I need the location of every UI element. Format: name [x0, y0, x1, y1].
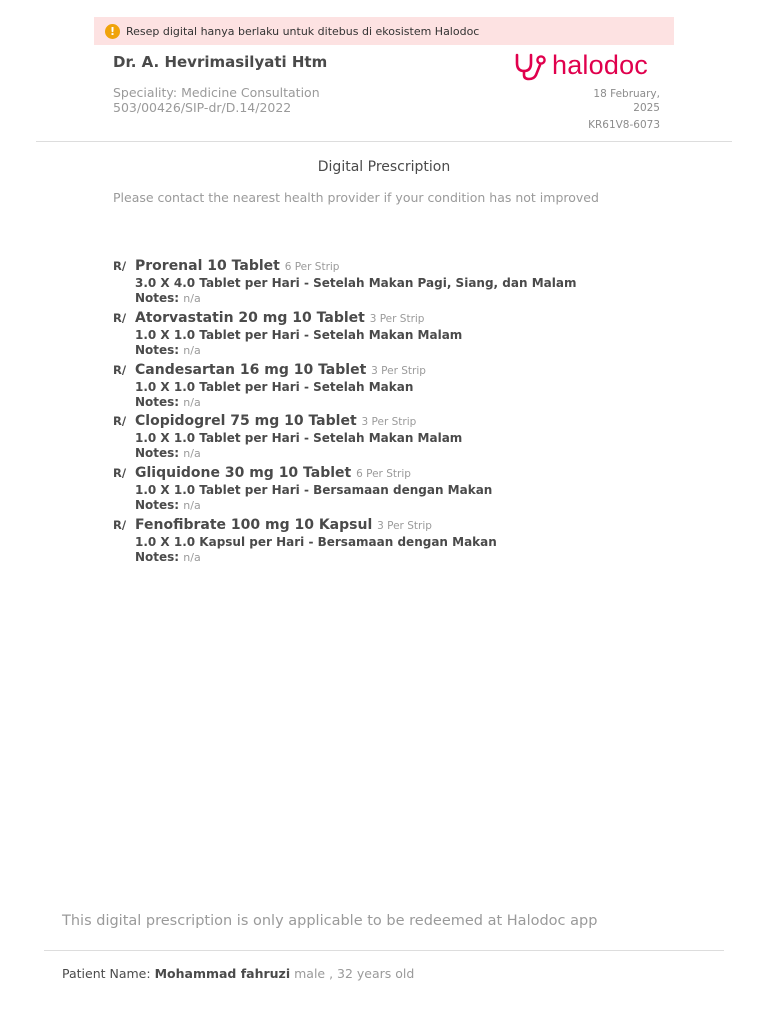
doctor-meta: [113, 85, 320, 115]
prescription-item: [113, 309, 673, 361]
notes-value: n/a: [183, 343, 201, 357]
medicine-name: Candesartan 16 mg 10 Tablet: [135, 361, 367, 378]
prescription-item-body: [135, 412, 462, 461]
info-banner: [94, 17, 674, 45]
medicine-pack: 6 Per Strip: [284, 261, 340, 273]
patient-info: male , 32 years old: [294, 966, 415, 981]
doctor-name: Dr. A. Hevrimasilyati Htm: [113, 53, 328, 71]
prescription-item: [113, 464, 673, 516]
footer-note: This digital prescription is only applicable to be redeemed at Halodoc app: [62, 913, 598, 929]
doctor-license: 503/00426/SIP-dr/D.14/2022: [113, 100, 292, 115]
patient-name: Mohammad fahruzi: [154, 966, 291, 981]
medicine-name: Atorvastatin 20 mg 10 Tablet: [135, 309, 365, 326]
medicine-name: Clopidogrel 75 mg 10 Tablet: [135, 413, 357, 430]
rx-symbol: R/: [113, 362, 127, 377]
medicine-notes: [135, 343, 462, 358]
notes-label: Notes:: [135, 291, 180, 305]
patient-line: [62, 966, 414, 981]
section-title: Digital Prescription: [317, 159, 451, 175]
medicine-notes: [135, 395, 426, 410]
notes-label: Notes:: [135, 549, 180, 564]
notes-value: n/a: [183, 292, 201, 305]
prescription-code: KR61V8-6073: [588, 119, 660, 131]
prescription-item-body: [135, 464, 492, 513]
prescription-item-body: [135, 309, 462, 358]
medicine-name: Fenofibrate 100 mg 10 Kapsul: [135, 516, 373, 533]
medicine-notes: [135, 550, 497, 565]
medicine-notes: [135, 498, 492, 513]
notes-label: Notes:: [135, 342, 180, 357]
medicine-dosage: 3.0 X 4.0 Tablet per Hari - Setelah Makan Pagi, Siang, dan Malam: [135, 276, 577, 290]
footer-divider: [44, 950, 724, 951]
prescription-meta: [588, 87, 660, 132]
medicine-dosage: 1.0 X 1.0 Tablet per Hari - Bersamaan dengan Makan: [135, 483, 493, 498]
rx-symbol: R/: [113, 414, 127, 429]
banner-text: Resep digital hanya berlaku untuk ditebus di ekosistem Halodoc: [126, 24, 480, 38]
prescription-item: [113, 516, 673, 568]
advice-text: Please contact the nearest health provider if your condition has not improved: [113, 190, 599, 205]
notes-label: Notes:: [135, 498, 180, 513]
medicine-dosage: 1.0 X 1.0 Tablet per Hari - Setelah Makan Malam: [135, 327, 463, 342]
notes-value: n/a: [183, 447, 201, 461]
medicine-name-line: [135, 516, 497, 535]
rx-symbol: R/: [113, 310, 127, 325]
medicine-notes: [135, 446, 462, 461]
prescription-item: [113, 257, 673, 309]
rx-symbol: R/: [113, 259, 127, 273]
patient-label: Patient Name:: [62, 966, 151, 981]
notes-label: Notes:: [135, 394, 180, 409]
prescription-item-body: [135, 516, 497, 565]
medicine-dosage: 1.0 X 1.0 Tablet per Hari - Setelah Makan Malam: [135, 431, 463, 446]
halodoc-logo: [514, 50, 648, 81]
medicine-dosage: 1.0 X 1.0 Tablet per Hari - Setelah Makan: [135, 379, 414, 394]
notes-label: Notes:: [135, 446, 180, 461]
medicine-name: Gliquidone 30 mg 10 Tablet: [135, 465, 352, 482]
notes-value: n/a: [183, 499, 201, 513]
prescription-item-body: [135, 257, 576, 306]
stethoscope-icon: [514, 51, 548, 81]
medicine-pack: 3 Per Strip: [369, 312, 425, 325]
prescription-item: [113, 412, 673, 464]
notes-value: n/a: [183, 550, 201, 564]
medicine-dosage: 1.0 X 1.0 Kapsul per Hari - Bersamaan dengan Makan: [135, 534, 497, 549]
medicine-notes: [135, 291, 576, 306]
rx-symbol: R/: [113, 466, 127, 481]
medicine-name-line: [135, 412, 462, 431]
warning-icon: !: [105, 24, 120, 39]
medicine-name-line: [135, 309, 462, 328]
medicine-pack: 3 Per Strip: [377, 519, 432, 532]
rx-symbol: R/: [113, 517, 127, 532]
notes-value: n/a: [183, 395, 201, 409]
medicine-pack: 6 Per Strip: [356, 468, 411, 481]
medicine-name-line: [135, 361, 426, 380]
prescription-item-body: [135, 361, 426, 410]
doctor-speciality: Speciality: Medicine Consultation: [113, 85, 320, 100]
medicine-name-line: [135, 464, 492, 483]
medicine-pack: 3 Per Strip: [361, 416, 417, 429]
prescription-item: [113, 361, 673, 413]
prescription-list: [113, 257, 673, 568]
prescription-date-day: 18 February,: [593, 88, 660, 100]
medicine-name: Prorenal 10 Tablet: [135, 258, 280, 274]
logo-text: halodoc: [552, 50, 648, 80]
prescription-date-year: 2025: [633, 102, 660, 114]
header-divider: [36, 141, 732, 142]
medicine-name-line: [135, 257, 576, 276]
medicine-pack: 3 Per Strip: [371, 364, 426, 377]
